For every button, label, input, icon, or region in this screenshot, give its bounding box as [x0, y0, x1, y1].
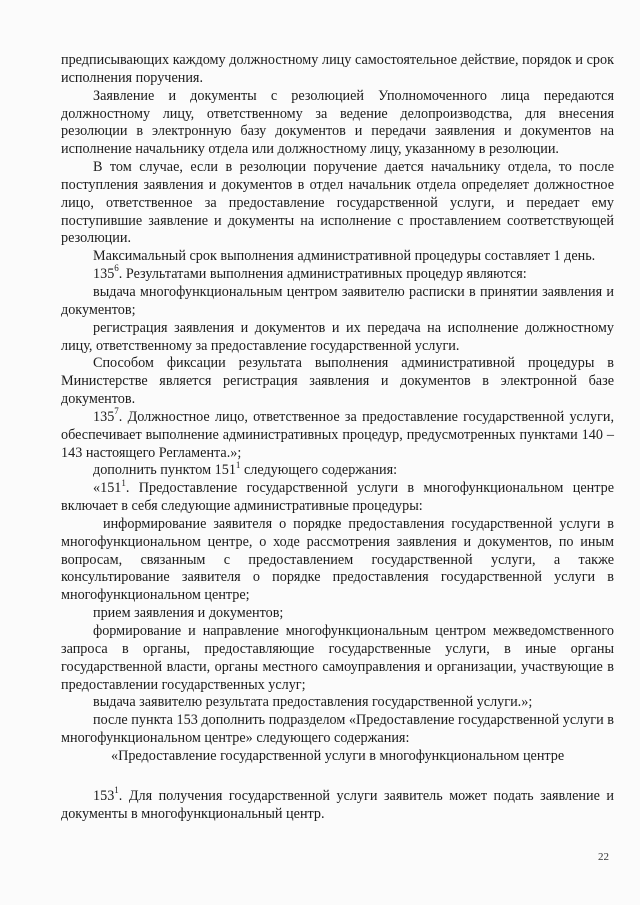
- clause-superscript: 1: [114, 785, 119, 796]
- paragraph-registration: регистрация заявления и документов и их передача на исполнение должностному лицу, ответственному за предоставление государственной услуги.: [61, 319, 614, 354]
- paragraph-transfer-documents: Заявление и документы с резолюцией Уполномоченного лица передаются должностному лицу, ответственному за ведение делопроизводства, для внесения резолюции в электронную базу документов и передачи заявления и документов на исполнение начальнику отдела или должностному лицу, указанному в резолюции.: [61, 87, 614, 158]
- paragraph-151-1: [61, 477, 614, 516]
- clause-superscript: 6: [114, 263, 119, 274]
- clause-number: 135: [93, 408, 115, 425]
- paragraph-informing: информирование заявителя о порядке предоставления государственной услуги в многофункциональном центре, о ходе рассмотрения заявления и документов, по иным вопросам, связанным с предоставлением государственной услуги, а также консультирование заявителя о порядке предоставления государственной услуги в многофункциональном центре;: [61, 515, 614, 604]
- paragraph-135-6: [61, 263, 614, 284]
- clause-text: . Результатами выполнения административных процедур являются:: [118, 266, 527, 283]
- subsection-heading: «Предоставление государственной услуги в многофункциональном центре: [111, 747, 565, 764]
- paragraph-add-151-1: [61, 459, 614, 480]
- paragraph-reception: прием заявления и документов;: [93, 605, 284, 622]
- clause-text: . Для получения государственной услуги заявитель может подать заявление и документы в многофункциональный центр.: [61, 787, 614, 822]
- document-body: [61, 52, 614, 823]
- paragraph-after-153: после пункта 153 дополнить подразделом «Предоставление государственной услуги в многофункциональном центре» следующего содержания:: [61, 712, 614, 747]
- spacer: [61, 766, 614, 788]
- clause-superscript: 1: [121, 477, 126, 488]
- clause-text: следующего содержания:: [240, 462, 398, 479]
- paragraph-head-of-department: В том случае, если в резолюции поручение дается начальнику отдела, то после поступления заявления и документов в отдел начальник отдела определяет должностное лицо, ответственное за предоставление государственной услуги, и передает ему поступившие заявление и документы на исполнение с проставлением соответствующей резолюции.: [61, 159, 614, 247]
- clause-superscript: 7: [114, 406, 119, 417]
- clause-superscript: 1: [235, 459, 241, 470]
- paragraph-result-issue: выдача заявителю результата предоставления государственной услуги.»;: [93, 694, 533, 711]
- paragraph-fixation-method: Способом фиксации результата выполнения административной процедуры в Министерстве является регистрация заявления и документов в электронной базе документов.: [61, 355, 614, 408]
- clause-number: 153: [93, 787, 115, 804]
- paragraph-receipt-issue: выдача многофункциональным центром заявителю расписки в принятии заявления и документов;: [61, 283, 614, 318]
- paragraph-135-7: [61, 406, 614, 463]
- page-number: 22: [598, 851, 609, 863]
- clause-text: . Предоставление государственной услуги в многофункциональном центре включает в себя следующие административные процедуры:: [61, 480, 614, 515]
- paragraph-interagency-request: формирование и направление многофункциональным центром межведомственного запроса в органы, предоставляющие государственные услуги, в иные органы государственной власти, органы местного самоуправления и организации, участвующие в предоставлении государственных услуг;: [61, 623, 614, 693]
- paragraph-continuation: предписывающих каждому должностному лицу самостоятельное действие, порядок и срок исполнения поручения.: [61, 52, 614, 86]
- paragraph-153-1: [61, 785, 614, 824]
- clause-number: 135: [93, 266, 115, 283]
- clause-text: . Должностное лицо, ответственное за предоставление государственной услуги, обеспечивает выполнение административных процедур, предусмотренных пунктами 140 – 143 настоящего Регламента.»;: [61, 408, 614, 461]
- clause-text: дополнить пунктом 151: [93, 462, 236, 479]
- paragraph-max-term: Максимальный срок выполнения административной процедуры составляет 1 день.: [93, 248, 596, 265]
- clause-number: «151: [93, 480, 122, 497]
